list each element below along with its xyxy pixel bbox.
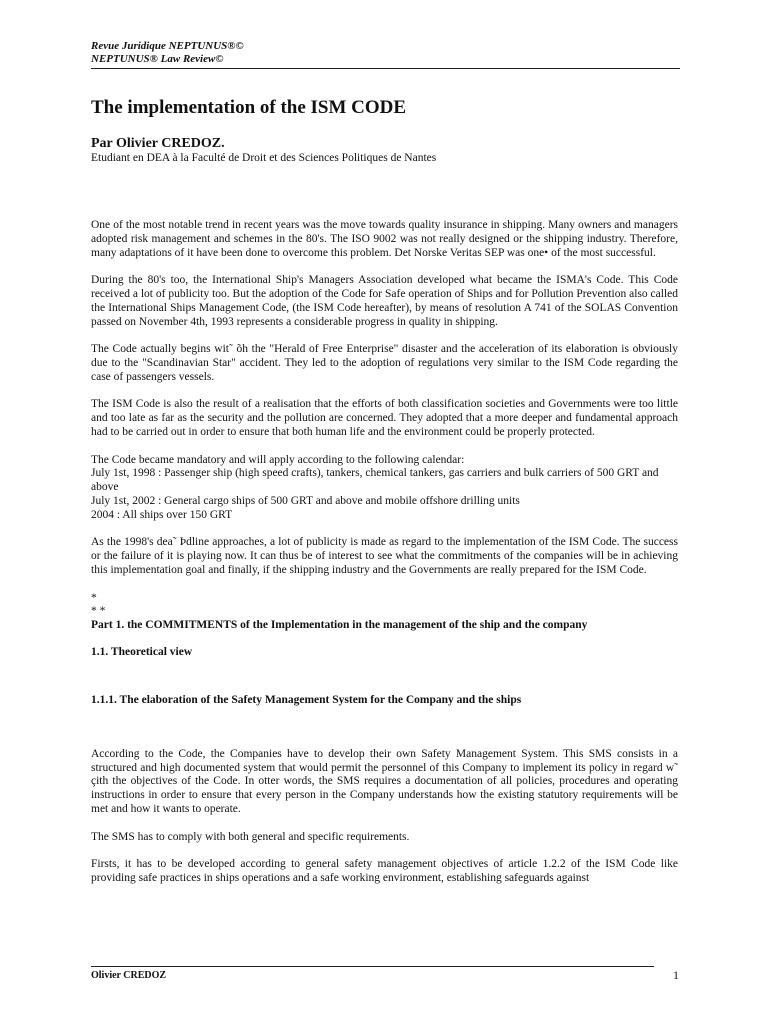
section-separator-stars: * *	[91, 605, 106, 618]
paragraph: As the 1998's dea˜ Þdline approaches, a lot of publicity is made as regard to the implementation of the ISM Code. The success or the failure of it is playing now. It can thus be of interest to see what the commitments of the companies will be in achieving this implementation goal and finally, if the shipping industry and the Governments are really prepared for the ISM Code.	[91, 536, 678, 576]
section-separator-star: *	[91, 591, 97, 604]
paragraph: One of the most notable trend in recent years was the move towards quality insurance in shipping. Many owners and managers adopted risk management and schemes in the 80's. The ISO 9002 was not really designed or the shipping industry. Therefore, many adaptations of it have been done to overcome this problem. Det Norske Veritas SEP was one• of the most successful.	[91, 219, 678, 259]
paragraph: According to the Code, the Companies have to develop their own Safety Management System. This SMS consists in a structured and high documented system that would permit the personnel of this Company to implement its policy in regard w˜ çith the objectives of the Code. In otter words, the SMS requires a documentation of all policies, procedures and operating instructions in order to ensure that every person in the Company understands how the existing statutory requirements will be met and how it wants to operate.	[91, 747, 678, 816]
subsection-heading: 1.1.1. The elaboration of the Safety Management System for the Company and the ships	[91, 694, 522, 707]
article-body	[91, 219, 678, 900]
footer-author: Olivier CREDOZ	[91, 970, 167, 981]
journal-name-en: NEPTUNUS® Law Review©	[91, 53, 224, 65]
schedule-block	[91, 454, 678, 523]
schedule-item: July 1st, 2002 : General cargo ships of 500 GRT and above and mobile offshore drilling units	[91, 494, 520, 507]
schedule-item: July 1st, 1998 : Passenger ship (high speed crafts), tankers, chemical tankers, gas carriers and bulk carriers of 500 GRT and above	[91, 467, 659, 494]
part-heading: Part 1. the COMMITMENTS of the Implementation in the management of the ship and the company	[91, 618, 588, 631]
paragraph: The ISM Code is also the result of a realisation that the efforts of both classification societies and Governments were too little and too late as far as the security and the pollution are concerned. They adopted that a more deeper and fundamental approach had to be carried out in order to ensure that both human life and the environment could be properly protected.	[91, 398, 678, 438]
paragraph: During the 80's too, the International Ship's Managers Association developed what became the ISMA's Code. This Code received a lot of publicity too. But the adoption of the Code for Safe operation of Ships and for Pollution Prevention also called the International Ships Management Code, (the ISM Code hereafter), by means of resolution A 741 of the SOLAS Convention passed on November 4th, 1993 represents a considerable progress in quality in shipping.	[91, 274, 678, 328]
header-rule	[91, 68, 680, 69]
article-title: The implementation of the ISM CODE	[91, 97, 407, 118]
running-header	[91, 40, 244, 66]
paragraph: Firsts, it has to be developed according to general safety management objectives of article 1.2.2 of the ISM Code like providing safe practices in ships operations and a safe working environment, establishing safeguards against	[91, 858, 678, 885]
journal-name-fr: Revue Juridique NEPTUNUS®©	[91, 40, 244, 52]
section-heading: 1.1. Theoretical view	[91, 646, 193, 659]
paragraph: The Code actually begins wit˜ õh the "Herald of Free Enterprise" disaster and the acceleration of its elaboration is obviously due to the "Scandinavian Star" accident. They led to the adoption of regulations very similar to the ISM Code regarding the case of passengers vessels.	[91, 343, 678, 383]
paragraph: The SMS has to comply with both general and specific requirements.	[91, 830, 410, 843]
author-affiliation: Etudiant en DEA à la Faculté de Droit et des Sciences Politiques de Nantes	[91, 152, 437, 164]
author-line: Par Olivier CREDOZ.	[91, 136, 225, 151]
page-number: 1	[673, 968, 679, 982]
schedule-item: 2004 : All ships over 150 GRT	[91, 508, 233, 521]
schedule-intro: The Code became mandatory and will apply according to the following calendar:	[91, 453, 465, 466]
footer-rule	[91, 966, 654, 967]
